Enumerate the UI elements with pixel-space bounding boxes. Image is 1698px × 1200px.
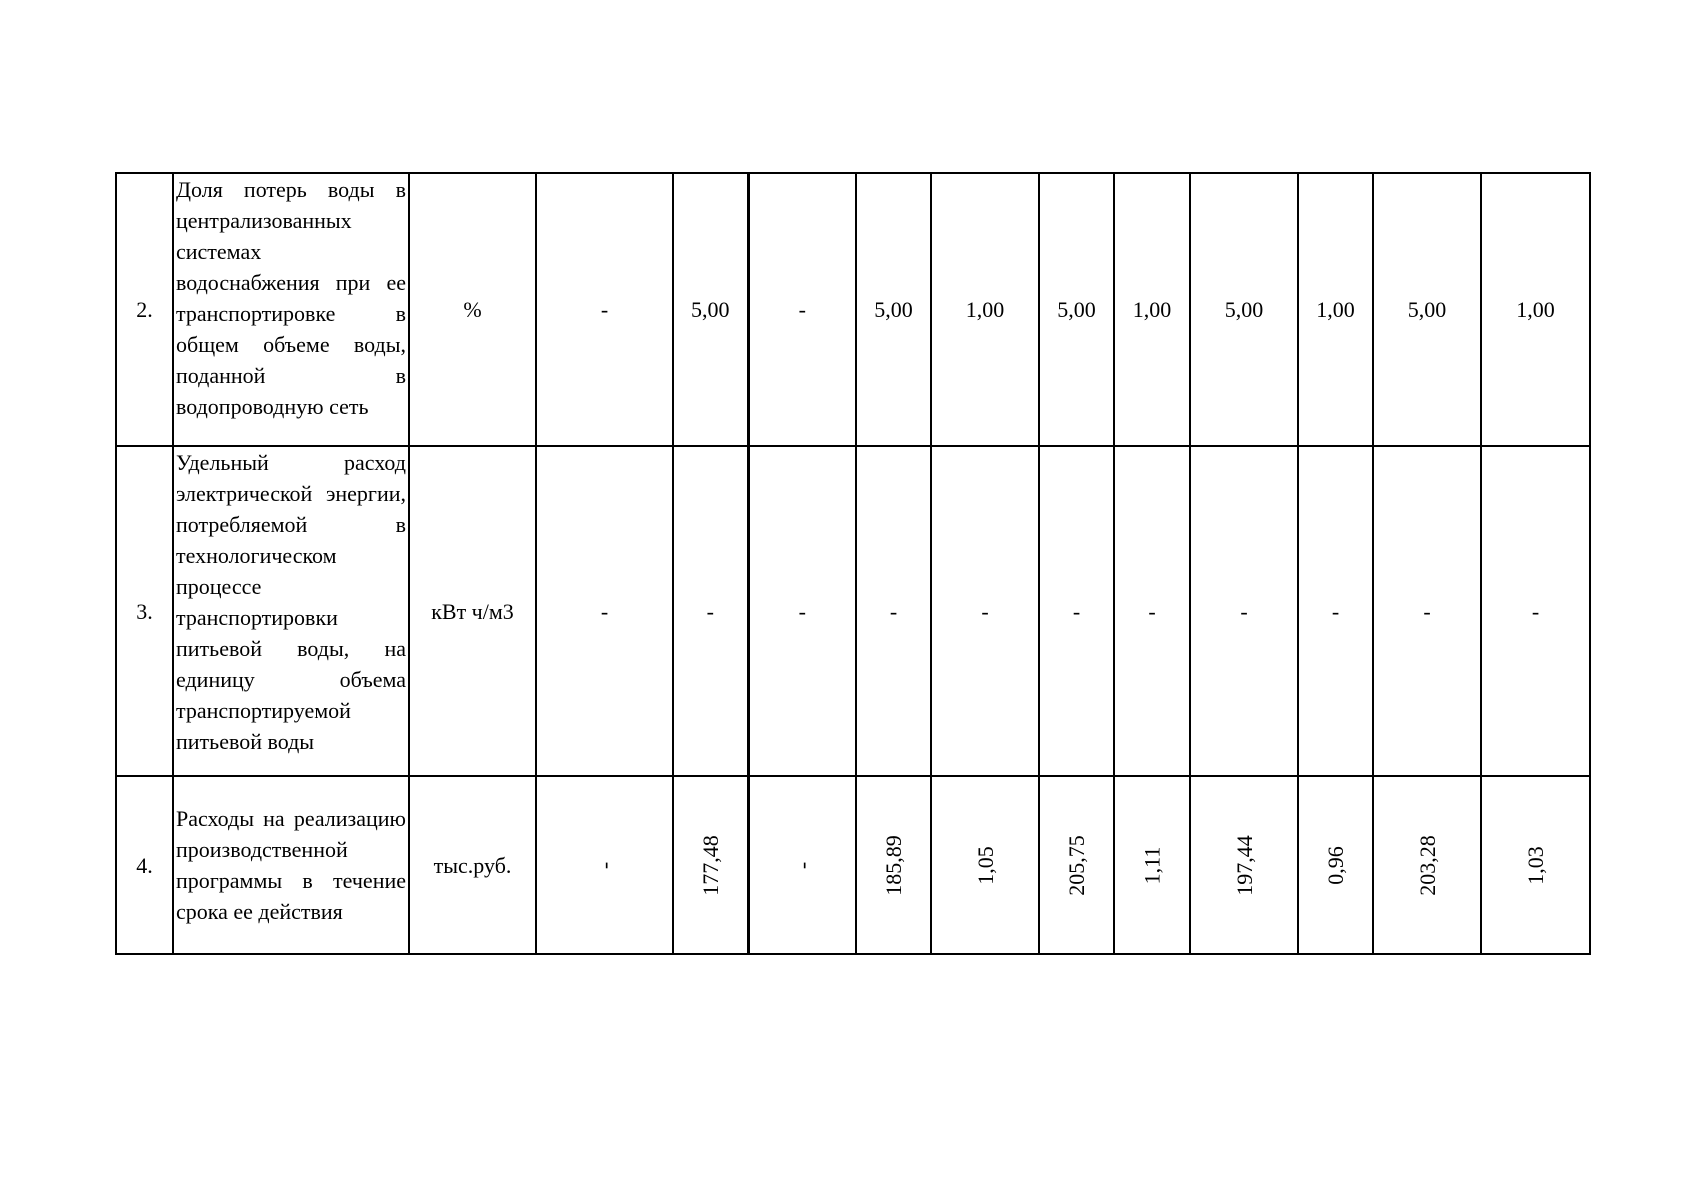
- value-cell: -: [1114, 446, 1190, 776]
- row-number: 2.: [116, 173, 173, 446]
- row-number: 4.: [116, 776, 173, 954]
- value-cell: -: [1039, 446, 1114, 776]
- value-cell: -: [748, 446, 856, 776]
- value-cell: 5,00: [673, 173, 748, 446]
- table-row: [116, 776, 1590, 954]
- value-cell: -: [931, 446, 1039, 776]
- value-cell: -: [856, 446, 931, 776]
- value-text: 197,44: [1231, 834, 1257, 896]
- value-text: 205,75: [1064, 834, 1089, 896]
- value-cell: -: [536, 173, 673, 446]
- table-row: [116, 173, 1590, 446]
- value-text: 1,11: [1139, 846, 1165, 884]
- value-cell: [1298, 776, 1373, 954]
- value-text: 177,48: [697, 834, 723, 896]
- value-text: 1,05: [972, 845, 998, 885]
- unit-cell: кВт ч/м3: [409, 446, 536, 776]
- indicator-name: Расходы на реализацию производственной программы в течение срока ее действия: [173, 776, 409, 954]
- value-text: 0,96: [1323, 845, 1348, 885]
- indicator-name: Доля потерь воды в централизованных системах водоснабжения при ее транспортировке в общем объеме воды, поданной в водопроводную сеть: [173, 173, 409, 446]
- value-cell: -: [1190, 446, 1298, 776]
- value-text: -: [591, 861, 617, 869]
- value-cell: -: [1298, 446, 1373, 776]
- value-text: -: [789, 861, 815, 869]
- value-cell: 1,00: [931, 173, 1039, 446]
- value-cell: 5,00: [856, 173, 931, 446]
- unit-cell: тыс.руб.: [409, 776, 536, 954]
- value-cell: 5,00: [1373, 173, 1481, 446]
- value-cell: [748, 776, 856, 954]
- value-cell: [931, 776, 1039, 954]
- table-row: [116, 446, 1590, 776]
- value-cell: 1,00: [1114, 173, 1190, 446]
- value-cell: [536, 776, 673, 954]
- value-cell: 5,00: [1190, 173, 1298, 446]
- value-cell: -: [1481, 446, 1590, 776]
- value-cell: [1481, 776, 1590, 954]
- unit-cell: %: [409, 173, 536, 446]
- value-text: 203,28: [1414, 834, 1440, 896]
- value-cell: 1,00: [1481, 173, 1590, 446]
- value-cell: -: [673, 446, 748, 776]
- value-cell: [1039, 776, 1114, 954]
- value-cell: [673, 776, 748, 954]
- value-cell: 1,00: [1298, 173, 1373, 446]
- value-text: 1,03: [1523, 845, 1548, 885]
- indicators-table: [115, 172, 1591, 955]
- value-text: 185,89: [881, 834, 906, 896]
- value-cell: [856, 776, 931, 954]
- indicator-name: Удельный расход электрической энергии, потребляемой в технологическом процессе транспортировки питьевой воды, на единицу объема транспортируемой питьевой воды: [173, 446, 409, 776]
- value-cell: [1190, 776, 1298, 954]
- value-cell: -: [536, 446, 673, 776]
- value-cell: [1114, 776, 1190, 954]
- value-cell: -: [748, 173, 856, 446]
- value-cell: [1373, 776, 1481, 954]
- row-number: 3.: [116, 446, 173, 776]
- value-cell: -: [1373, 446, 1481, 776]
- value-cell: 5,00: [1039, 173, 1114, 446]
